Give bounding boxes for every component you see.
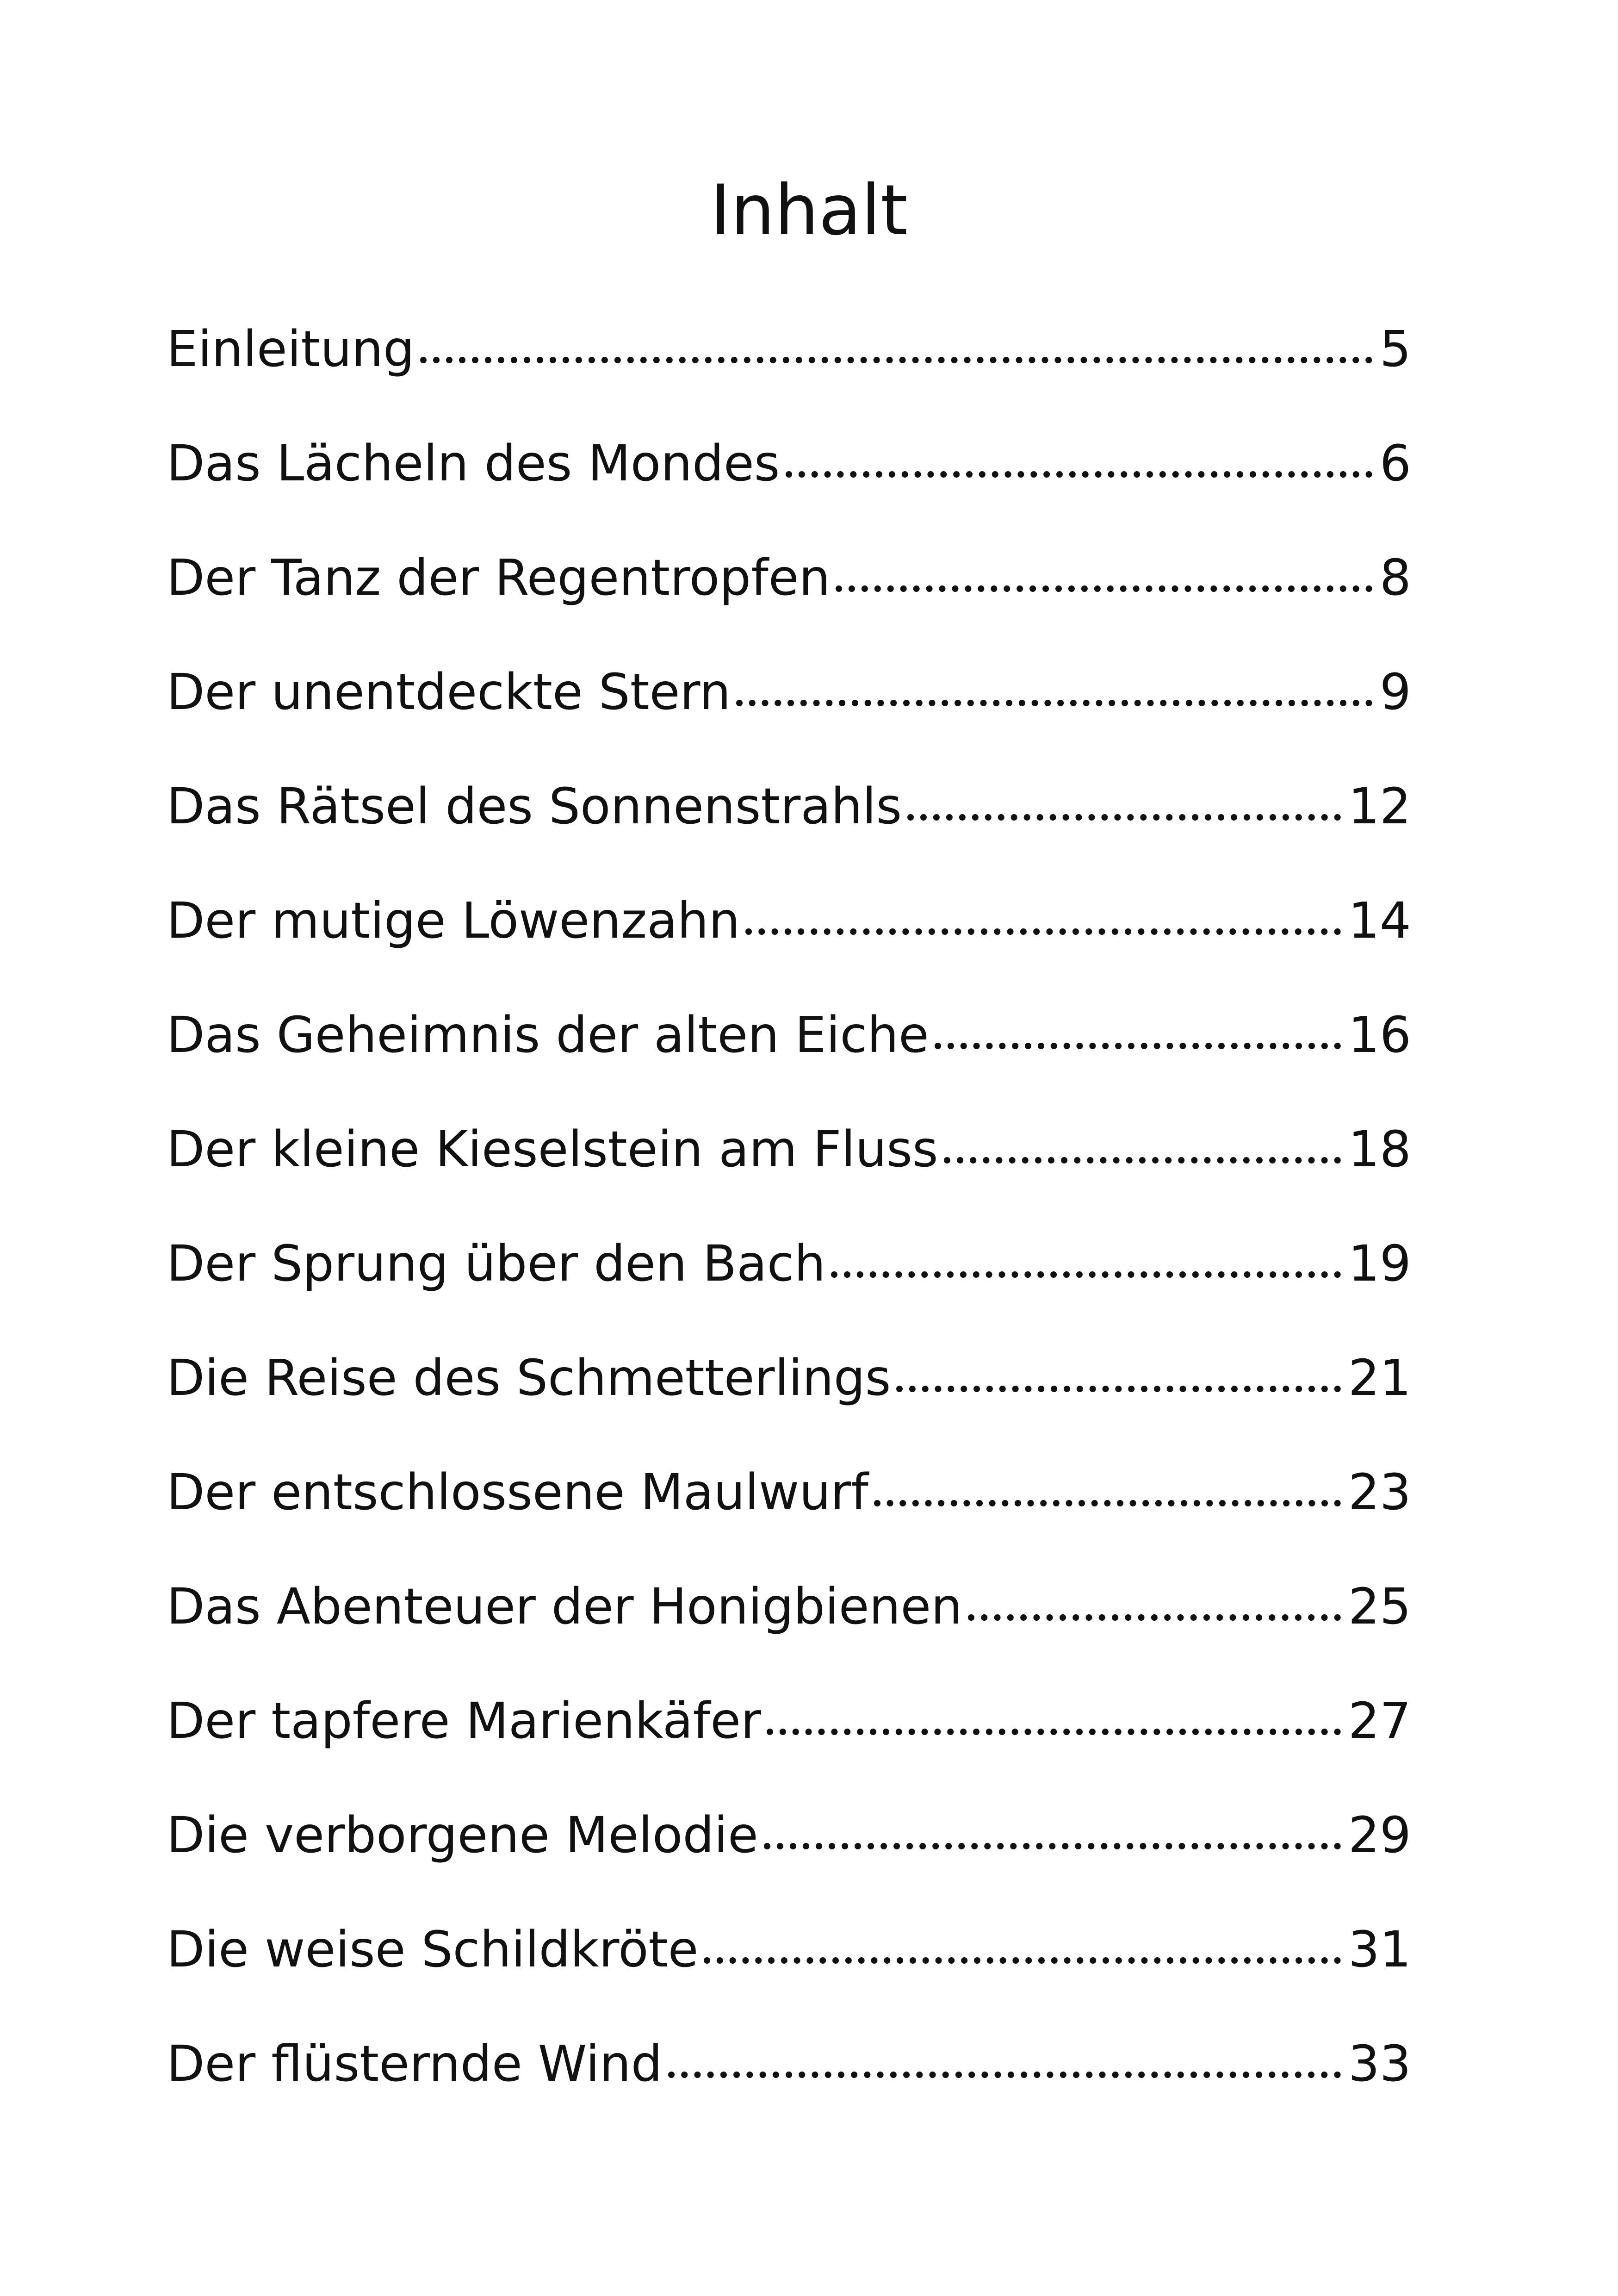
dotted-leader: [836, 585, 1372, 592]
toc-entry-page-number: 25: [1348, 1578, 1411, 1636]
toc-entry-page-number: 8: [1379, 549, 1411, 607]
dotted-leader: [907, 814, 1341, 821]
toc-title: Inhalt: [710, 170, 908, 251]
dotted-leader: [874, 1500, 1341, 1506]
dotted-leader: [944, 1157, 1341, 1164]
toc-entry-page-number: 29: [1348, 1807, 1411, 1864]
toc-entry-title: Die Reise des Schmetterlings: [167, 1350, 891, 1407]
toc-entry[interactable]: [167, 1344, 1411, 1458]
toc-entry[interactable]: [167, 1115, 1411, 1229]
dotted-leader: [968, 1614, 1341, 1621]
toc-entry-title: Der entschlossene Maulwurf: [167, 1464, 868, 1521]
toc-entry-title: Einleitung: [167, 321, 415, 378]
dotted-leader: [420, 357, 1372, 363]
toc-entry[interactable]: [167, 658, 1411, 772]
toc-entry-page-number: 9: [1379, 664, 1411, 721]
toc-entry[interactable]: [167, 315, 1411, 429]
dotted-leader: [736, 700, 1372, 706]
toc-entry[interactable]: [167, 772, 1411, 886]
toc-entry-title: Das Abenteuer der Honigbienen: [167, 1578, 962, 1636]
toc-entry-page-number: 14: [1348, 892, 1411, 950]
toc-entry-title: Der unentdeckte Stern: [167, 664, 731, 721]
toc-entry-title: Die weise Schildkröte: [167, 1921, 699, 1979]
toc-entry[interactable]: [167, 429, 1411, 543]
toc-entry-page-number: 27: [1348, 1692, 1411, 1750]
toc-entry-title: Die verborgene Melodie: [167, 1807, 758, 1864]
toc-entry[interactable]: [167, 1458, 1411, 1572]
toc-entry-title: Der Sprung über den Bach: [167, 1235, 826, 1293]
dotted-leader: [745, 928, 1340, 935]
toc-entry-title: Der mutige Löwenzahn: [167, 892, 740, 950]
toc-entry-page-number: 12: [1348, 778, 1411, 835]
toc-entry[interactable]: [167, 1915, 1411, 2029]
toc-entry[interactable]: [167, 1001, 1411, 1115]
toc-entry[interactable]: [167, 886, 1411, 1001]
dotted-leader: [704, 1957, 1340, 1964]
toc-entry-title: Der kleine Kieselstein am Fluss: [167, 1121, 938, 1178]
toc-entry[interactable]: [167, 1686, 1411, 1801]
toc-entry[interactable]: [167, 1229, 1411, 1344]
toc-entry-page-number: 31: [1348, 1921, 1411, 1979]
dotted-leader: [831, 1271, 1340, 1278]
dotted-leader: [767, 1729, 1341, 1735]
toc-list: [167, 315, 1411, 2144]
toc-entry[interactable]: [167, 1572, 1411, 1686]
dotted-leader: [896, 1386, 1340, 1392]
dotted-leader: [786, 471, 1372, 478]
toc-entry-page-number: 5: [1379, 321, 1411, 378]
toc-entry-page-number: 6: [1379, 435, 1411, 492]
toc-entry[interactable]: [167, 2029, 1411, 2144]
toc-entry-page-number: 16: [1348, 1007, 1411, 1064]
toc-entry-title: Der tapfere Marienkäfer: [167, 1692, 762, 1750]
dotted-leader: [668, 2072, 1341, 2078]
toc-entry-title: Das Geheimnis der alten Eiche: [167, 1007, 929, 1064]
dotted-leader: [764, 1843, 1341, 1849]
toc-entry-title: Der Tanz der Regentropfen: [167, 549, 831, 607]
toc-entry-title: Das Rätsel des Sonnenstrahls: [167, 778, 902, 835]
toc-entry-title: Das Lächeln des Mondes: [167, 435, 780, 492]
toc-entry[interactable]: [167, 1801, 1411, 1915]
toc-entry[interactable]: [167, 543, 1411, 658]
dotted-leader: [935, 1043, 1341, 1049]
toc-entry-page-number: 33: [1348, 2035, 1411, 2093]
toc-entry-page-number: 21: [1348, 1350, 1411, 1407]
toc-entry-page-number: 19: [1348, 1235, 1411, 1293]
toc-entry-page-number: 18: [1348, 1121, 1411, 1178]
toc-entry-title: Der flüsternde Wind: [167, 2035, 663, 2093]
toc-entry-page-number: 23: [1348, 1464, 1411, 1521]
